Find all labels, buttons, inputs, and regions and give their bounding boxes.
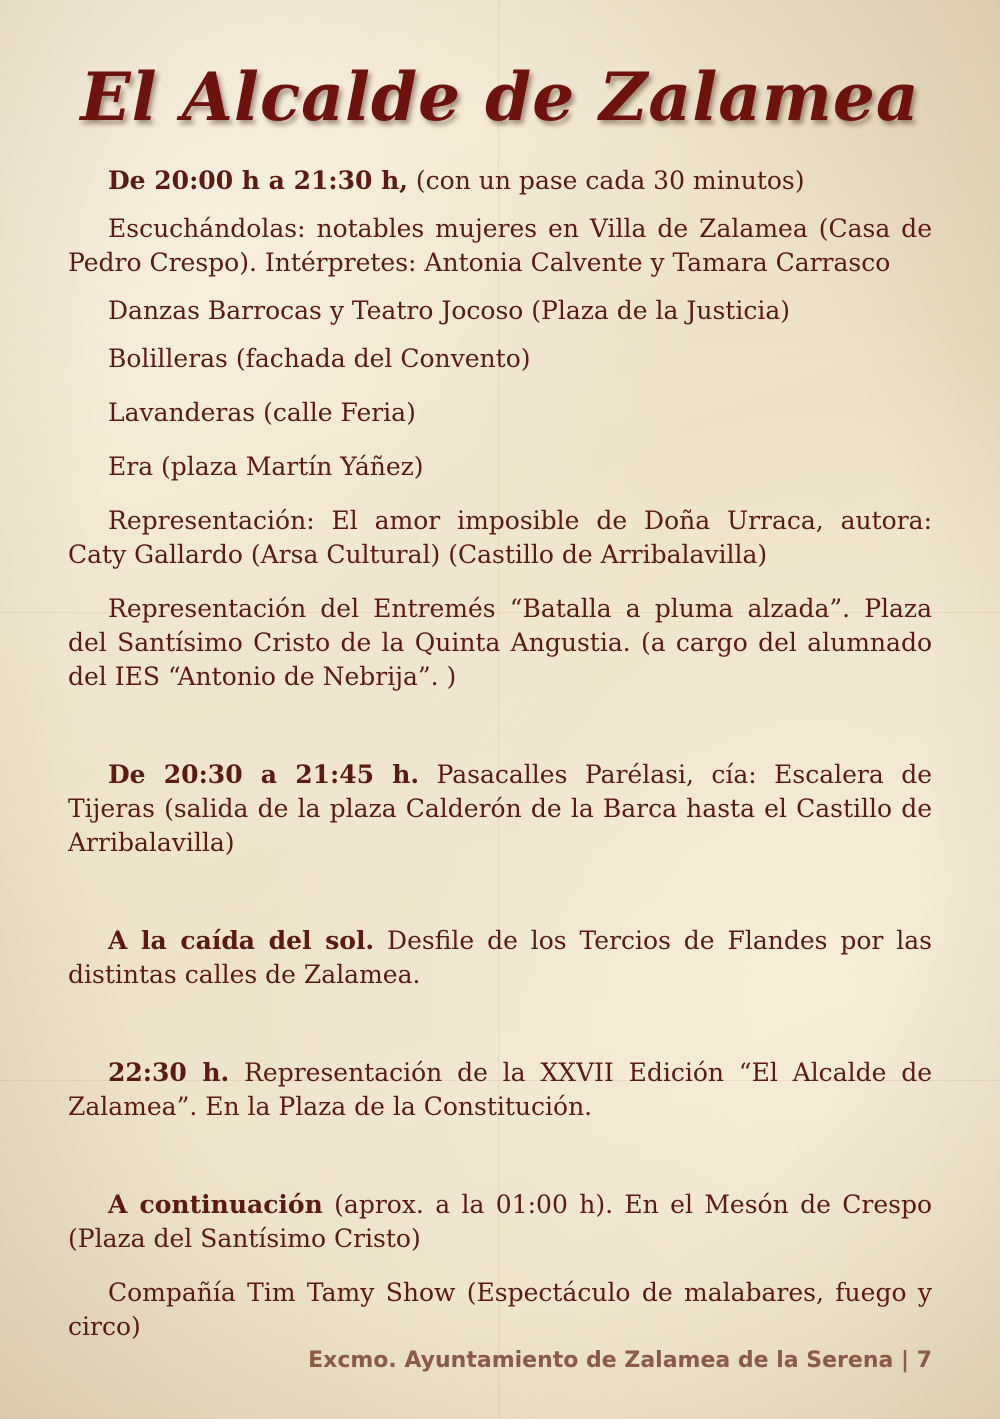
schedule-item: [68, 164, 932, 198]
schedule-item: [68, 592, 932, 694]
schedule-text: Escuchándolas: notables mujeres en Villa de Zalamea (Casa de Pedro Crespo). Intérpretes: Antonia Calvente y Tamara Carrasco: [68, 214, 932, 277]
schedule-item: [68, 396, 932, 430]
schedule-text: Representación del Entremés “Batalla a pluma alzada”. Plaza del Santísimo Cristo de la Quinta Angustia. (a cargo del alumnado del IES “Antonio de Nebrija”. ): [68, 594, 932, 691]
schedule-text: Pasacalles Parélasi, cía: Escalera de Tijeras (salida de la plaza Calderón de la Barca hasta el Castillo de Arribalavilla): [68, 760, 932, 857]
schedule-text: Representación: El amor imposible de Doña Urraca, autora: Caty Gallardo (Arsa Cultural) (Castillo de Arribalavilla): [68, 506, 932, 569]
schedule-text: Representación de la XXVII Edición “El Alcalde de Zalamea”. En la Plaza de la Constitución.: [68, 1058, 932, 1121]
schedule-time: 22:30 h.: [108, 1058, 230, 1087]
schedule-item: [68, 1276, 932, 1344]
schedule-time: De 20:30 a 21:45 h.: [108, 760, 420, 789]
schedule-text: (aprox. a la 01:00 h). En el Mesón de Crespo (Plaza del Santísimo Cristo): [68, 1190, 933, 1253]
schedule-time: De 20:00 h a 21:30 h,: [108, 166, 408, 195]
schedule-time: A continuación: [108, 1190, 323, 1219]
schedule-item: [68, 294, 932, 328]
schedule-text: Bolilleras (fachada del Convento): [108, 344, 531, 373]
schedule-item: [68, 1056, 932, 1124]
schedule-text: Danzas Barrocas y Teatro Jocoso (Plaza de la Justicia): [108, 296, 791, 325]
page-title: El Alcalde de Zalamea: [80, 58, 920, 136]
schedule-item: [68, 924, 932, 992]
schedule-text: Era (plaza Martín Yáñez): [108, 452, 424, 481]
schedule-time: A la caída del sol.: [108, 926, 375, 955]
schedule-item: [68, 504, 932, 572]
schedule-item: [68, 1188, 932, 1256]
schedule-item: [68, 758, 932, 860]
schedule-item: [68, 342, 932, 376]
schedule-text: Lavanderas (calle Feria): [108, 398, 416, 427]
schedule-item: [68, 450, 932, 484]
schedule-text: Desfile de los Tercios de Flandes por las distintas calles de Zalamea.: [68, 926, 932, 989]
schedule-text: Compañía Tim Tamy Show (Espectáculo de malabares, fuego y circo): [68, 1278, 932, 1341]
schedule-item: [68, 212, 932, 280]
schedule-content: [68, 164, 932, 1358]
page-footer: Excmo. Ayuntamiento de Zalamea de la Serena | 7: [308, 1348, 932, 1373]
schedule-text: (con un pase cada 30 minutos): [407, 166, 805, 195]
